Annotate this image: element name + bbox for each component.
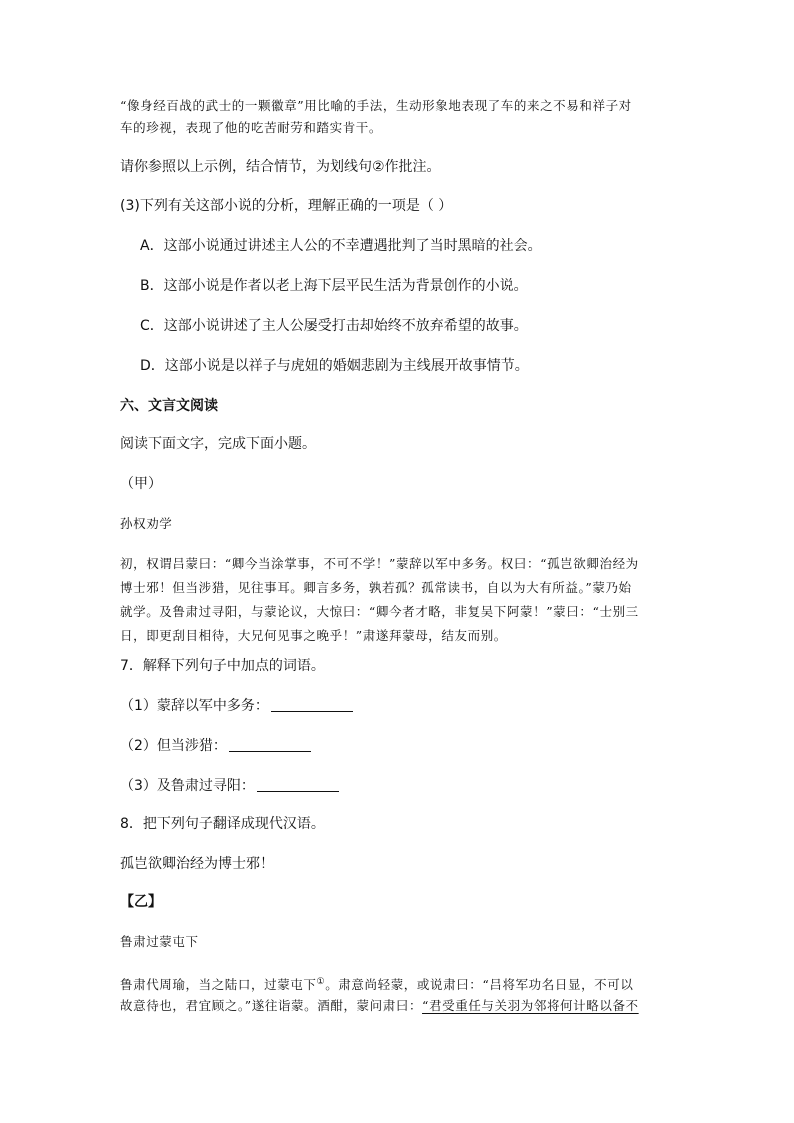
- jia-label: （甲）: [120, 476, 162, 492]
- yi-text-line-1: [120, 972, 633, 995]
- jia-title: 孙权劝学: [120, 516, 173, 531]
- underlined-sentence: “君受重任与关羽为邻将何计略以备不: [422, 998, 639, 1013]
- reading-intro: 阅读下面文字，完成下面小题。: [120, 436, 316, 452]
- question-7-stem: 7．解释下列句子中加点的词语。: [120, 658, 325, 674]
- question-3-stem: (3)下列有关这部小说的分析，理解正确的一项是（ ）: [120, 198, 453, 214]
- question-7-item-3-text: （3）及鲁肃过寻阳：: [120, 778, 255, 794]
- yi-text-line-1-b: 。肃意尚轻蒙，或说肃曰：“吕将军功名日显，不可以: [325, 977, 634, 992]
- question-7-item-1-text: （1）蒙辞以军中多务：: [120, 698, 269, 714]
- question-7-item-2-text: （2）但当涉猎：: [120, 738, 227, 754]
- option-c: C．这部小说讲述了主人公屡受打击却始终不放弃希望的故事。: [140, 318, 528, 334]
- yi-text-line-2-a: 故意待也，君宜顾之。”遂往诣蒙。酒酣，蒙问肃曰：: [120, 998, 423, 1013]
- option-d: D．这部小说是以祥子与虎妞的婚姻悲剧为主线展开故事情节。: [140, 358, 529, 374]
- yi-title: 鲁肃过蒙屯下: [120, 934, 199, 949]
- jia-text-line-4: 日，即更刮目相待，大兄何见事之晚乎！”肃遂拜蒙母，结友而别。: [120, 628, 507, 643]
- jia-text-line-1: 初，权谓吕蒙曰：“卿今当涂掌事，不可不学！”蒙辞以军中多务。权曰：“孤岂欲卿治经为: [120, 556, 639, 571]
- question-8-sentence: 孤岂欲卿治经为博士邪！: [120, 856, 274, 872]
- option-b: B．这部小说是作者以老上海下层平民生活为背景创作的小说。: [140, 278, 528, 294]
- answer-blank-2[interactable]: [229, 737, 311, 752]
- option-a: A．这部小说通过讲述主人公的不幸遭遇批判了当时黑暗的社会。: [140, 238, 542, 254]
- question-7-item-2: [120, 736, 311, 756]
- question-8-stem: 8．把下列句子翻译成现代汉语。: [120, 816, 325, 832]
- yi-text-line-2: [120, 996, 639, 1016]
- jia-text-line-2: 博士邪！但当涉猎，见往事耳。卿言多务，孰若孤？孤常读书，自以为大有所益。”蒙乃始: [120, 580, 632, 595]
- jia-text-line-3: 就学。及鲁肃过寻阳，与蒙论议，大惊曰：“卿今者才略，非复吴下阿蒙！”蒙曰：“士别三: [120, 604, 639, 619]
- yi-text-line-1-a: 鲁肃代周瑜，当之陆口，过蒙屯下: [120, 977, 317, 992]
- commentary-line-2: 车的珍视，表现了他的吃苦耐劳和踏实肯干。: [120, 120, 383, 135]
- question-instruction: 请你参照以上示例，结合情节，为划线句②作批注。: [120, 159, 441, 175]
- answer-blank-3[interactable]: [257, 777, 339, 792]
- section-heading: 六、文言文阅读: [120, 398, 218, 414]
- question-7-item-1: [120, 696, 353, 716]
- answer-blank-1[interactable]: [271, 697, 353, 712]
- commentary-line-1: “像身经百战的武士的一颗徽章”用比喻的手法，生动形象地表现了车的来之不易和祥子对: [120, 98, 632, 113]
- yi-label: 【乙】: [120, 894, 162, 910]
- footnote-marker: ①: [316, 977, 326, 987]
- question-7-item-3: [120, 776, 339, 796]
